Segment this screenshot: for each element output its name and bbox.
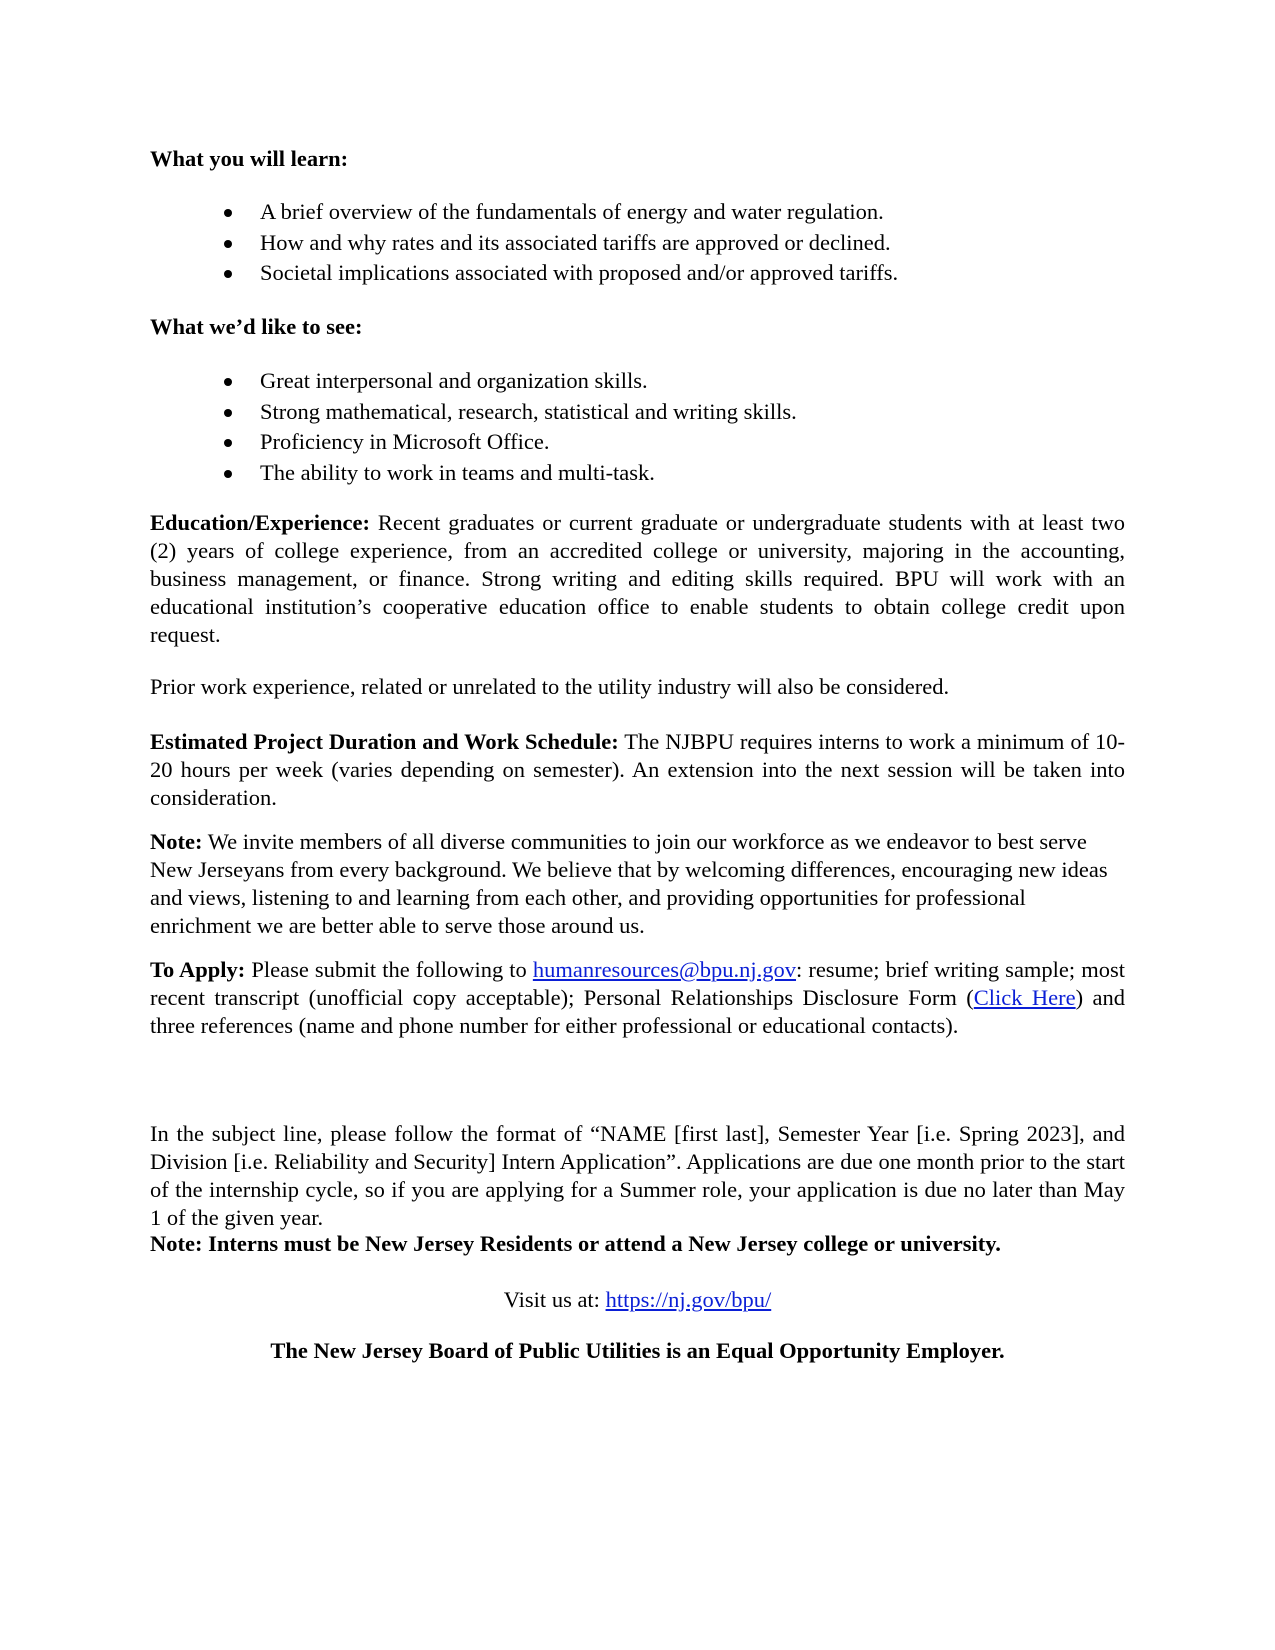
website-link[interactable]: https://nj.gov/bpu/ [605,1287,772,1312]
bullet-icon [224,409,232,417]
diversity-note-paragraph: Note: We invite members of all diverse communities to join our workforce as we endeavor to best serve New Jerseyans from every background. We believe that by welcoming differences, encouraging new ideas and views, listening to and learning from each other, and providing opportunities for professional enrichment we are better able to serve those around us. [150,829,1108,938]
learn-list [222,198,898,290]
subject-line-paragraph: In the subject line, please follow the format of “NAME [first last], Semester Year [i.e. Spring 2023], and Division [i.e. Reliability and Security] Intern Application”. Applications are due one month prior to the start of the internship cycle, so if you are applying for a Summer role, your application is due no later than May 1 of the given year. [150,1121,1125,1230]
education-paragraph: Education/Experience: Recent graduates or current graduate or undergraduate students with at least two (2) years of college experience, from an accredited college or university, majoring in the accounting, business management, or finance. Strong writing and editing skills required. BPU will work with an educational institution’s cooperative education office to enable students to obtain college credit upon request. [150,510,1125,647]
bullet-icon [224,470,232,478]
bullet-icon [224,270,232,278]
list-item: Great interpersonal and organization skills. [222,367,797,398]
bullet-icon [224,378,232,386]
list-item: The ability to work in teams and multi-task. [222,459,797,490]
note-label: Note: [150,829,203,854]
learn-heading: What you will learn: [150,146,349,171]
eoe-statement: The New Jersey Board of Public Utilities is an Equal Opportunity Employer. [270,1338,1005,1363]
apply-paragraph: To Apply: Please submit the following to humanresources@bpu.nj.gov: resume; brief writing sample; most recent transcript (unofficial copy acceptable); Personal Relationships Disclosure Form (Click Here) and three references (name and phone number for either professional or educational contacts). [150,957,1125,1038]
see-heading: What we’d like to see: [150,314,363,339]
schedule-label: Estimated Project Duration and Work Schedule: [150,729,619,754]
bullet-icon [224,209,232,217]
schedule-paragraph: Estimated Project Duration and Work Schedule: The NJBPU requires interns to work a minimum of 10-20 hours per week (varies depending on semester). An extension into the next session will be taken into consideration. [150,729,1126,810]
list-item: How and why rates and its associated tariffs are approved or declined. [222,229,898,260]
apply-label: To Apply: [150,957,246,982]
disclosure-form-link[interactable]: Click Here [973,985,1076,1010]
bullet-icon [224,439,232,447]
see-list [222,367,797,489]
education-label: Education/Experience: [150,510,370,535]
email-link[interactable]: humanresources@bpu.nj.gov [532,957,797,982]
list-item: A brief overview of the fundamentals of energy and water regulation. [222,198,898,229]
prior-work-paragraph: Prior work experience, related or unrelated to the utility industry will also be considered. [150,674,950,699]
list-item: Societal implications associated with proposed and/or approved tariffs. [222,259,898,290]
list-item: Strong mathematical, research, statistical and writing skills. [222,398,797,429]
residency-note: Note: Interns must be New Jersey Residents or attend a New Jersey college or university. [150,1231,1001,1256]
visit-line: Visit us at: https://nj.gov/bpu/ [503,1287,772,1312]
list-item: Proficiency in Microsoft Office. [222,428,797,459]
bullet-icon [224,240,232,248]
